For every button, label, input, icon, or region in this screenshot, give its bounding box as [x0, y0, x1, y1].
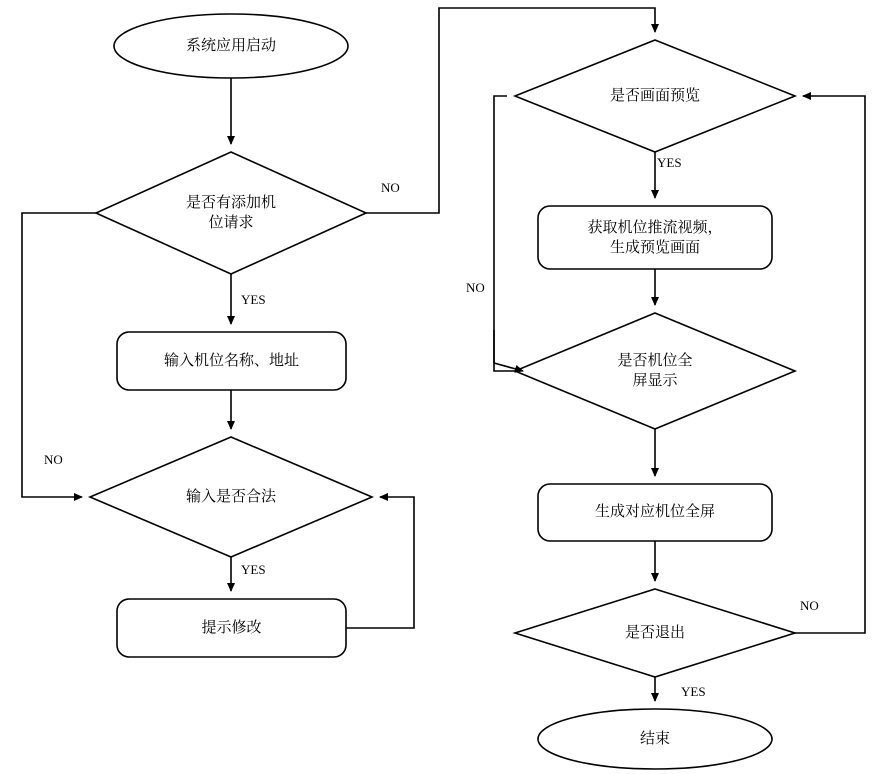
edge-label-input-valid-no: NO	[44, 452, 63, 467]
node-input-name-addr-label: 输入机位名称、地址	[163, 352, 299, 369]
node-input-valid	[90, 437, 372, 557]
node-end	[538, 709, 772, 769]
node-has-add-request	[96, 152, 366, 274]
node-preview-screen-label: 是否画面预览	[609, 87, 700, 104]
edge-label-fullscreen-no: NO	[466, 280, 485, 295]
node-fullscreen-question-label: 是否机位全 屏显示	[617, 352, 693, 389]
node-input-name-addr	[117, 332, 346, 390]
node-start	[114, 14, 348, 78]
edge-label-exit-no: NO	[800, 598, 819, 613]
node-preview-screen	[515, 40, 795, 152]
node-gen-fullscreen-label: 生成对应机位全屏	[594, 503, 715, 520]
node-end-label: 结束	[639, 730, 670, 747]
edge-label-has-add-request-yes: YES	[241, 292, 266, 307]
node-exit-question	[515, 589, 795, 677]
node-get-stream-label: 获取机位推流视频， 生成预览画面	[587, 219, 723, 256]
edge-prompt-to-valid-loop	[346, 497, 414, 628]
edge-label-exit-yes: YES	[681, 684, 706, 699]
node-input-valid-label: 输入是否合法	[185, 488, 276, 505]
node-gen-fullscreen	[538, 484, 772, 541]
node-fullscreen-question	[515, 313, 795, 429]
edge-fullscreen-no-arrowhead	[494, 330, 523, 371]
edge-fullscreen-no-loop	[494, 96, 515, 371]
node-exit-question-label: 是否退出	[624, 624, 685, 641]
node-start-label: 系统应用启动	[185, 37, 276, 54]
edge-label-has-add-request-no: NO	[381, 180, 400, 195]
node-has-add-request-label: 是否有添加机 位请求	[185, 194, 276, 231]
node-prompt-modify	[117, 599, 346, 657]
node-prompt-modify-label: 提示修改	[201, 619, 262, 636]
edge-label-preview-yes: YES	[657, 155, 682, 170]
edge-label-input-valid-yes: YES	[241, 562, 266, 577]
edge-exit-no-loop	[795, 96, 865, 633]
node-get-stream	[538, 206, 772, 269]
